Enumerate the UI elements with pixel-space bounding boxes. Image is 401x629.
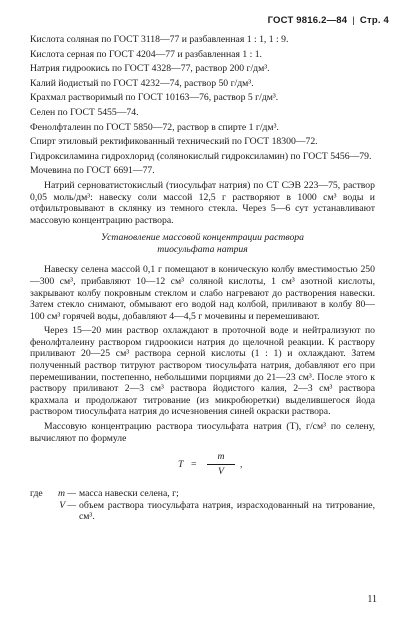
formula-lhs: T — [178, 459, 184, 471]
formula-definitions — [30, 488, 375, 523]
section-title-line: Установление массовой концентрации раствора — [101, 232, 304, 244]
formula-numerator: m — [217, 451, 225, 463]
formula-comma: , — [240, 459, 243, 471]
body-paragraph: Через 15—20 мин раствор охлаждают в проточной воде и нейтрализуют по фенолфталеину раствором гидроокиси натрия до щелочной реакции. К раствору приливают 20—25 см³ раствора серной кислоты (1 : 1) и охлаждают. Затем полученный раствор титруют раствором тиосульфата натрия, добавляют его при перемешивании, постепенно, небольшими порциями до 21—23 см³. После этого к раствору приливают 2—3 см³ раствора йодистого калия, 2—3 см³ раствора крахмала и продолжают титрование (из микробюретки) выделившегося йода раствором тиосульфата натрия до исчезновения синей окраски раствора. — [30, 325, 375, 418]
section-title — [30, 232, 375, 256]
reagent-line: Фенолфталеин по ГОСТ 5850—72, раствор в спирте 1 г/дм³. — [30, 121, 279, 133]
definition-text: масса навески селена, г; — [79, 488, 179, 500]
reagent-line: Натрия гидроокись по ГОСТ 4328—77, раствор 200 г/дм³. — [30, 63, 270, 75]
reagent-line: Гидроксиламина гидрохлорид (солянокислый гидроксиламин) по ГОСТ 5456—79. — [30, 150, 372, 162]
formula-equals: = — [191, 459, 197, 471]
page-label: Стр. 4 — [359, 15, 389, 26]
main-text — [30, 34, 375, 523]
reagent-line: Натрий серноватистокислый (тиосульфат натрия) по СТ СЭВ 223—75, раствор 0,05 моль/дм³: навеску соли массой 12,5 г растворяют в 1000 см³ воды и отфильтровывают в склянку из темного стекла. Через 5—6 сут устанавливают массовую концентрацию раствора. — [30, 179, 375, 226]
definition-row — [30, 488, 375, 500]
section-title-line: тиосульфата натрия — [157, 244, 248, 256]
definition-row — [30, 500, 375, 523]
concentration-formula — [30, 448, 375, 482]
formula-denominator: V — [218, 465, 224, 477]
definition-symbol: V — — [59, 499, 76, 511]
formula-fraction — [207, 451, 235, 477]
reagent-line: Калий йодистый по ГОСТ 4232—74, раствор 50 г/дм³. — [30, 77, 254, 89]
reagent-line: Кислота соляная по ГОСТ 3118—77 и разбавленная 1 : 1, 1 : 9. — [30, 34, 289, 45]
reagent-line: Кислота серная по ГОСТ 4204—77 и разбавленная 1 : 1. — [30, 48, 262, 60]
body-paragraph: Массовую концентрацию раствора тиосульфата натрия (T), г/см³ по селену, вычисляют по формуле — [30, 421, 375, 444]
page-header — [268, 15, 389, 26]
reagent-line: Спирт этиловый ректификованный технический по ГОСТ 18300—72. — [30, 136, 318, 148]
standard-number: ГОСТ 9816.2—84 — [267, 15, 348, 26]
fraction-bar — [207, 464, 235, 465]
reagent-line: Селен по ГОСТ 5455—74. — [30, 106, 139, 118]
body-paragraph: Навеску селена массой 0,1 г помещают в коническую колбу вместимостью 250—300 см³, прибавляют 10—12 см³ соляной кислоты, 1 см³ азотной кислоты, закрывают колбу покровным стеклом и слабо нагревают до растворения навески. Затем стекло снимают, обмывают его водой над колбой, приливают в колбу 80—100 см³ горячей воды, добавляют 4—4,5 г мочевины и перемешивают. — [30, 264, 375, 322]
definition-text: объем раствора тиосульфата натрия, израсходованный на титрование, см³. — [79, 499, 375, 523]
reagent-line: Крахмал растворимый по ГОСТ 10163—76, раствор 5 г/дм³. — [30, 92, 279, 104]
where-prefix: где — [30, 488, 43, 500]
page-number: 11 — [367, 594, 377, 605]
header-separator: | — [352, 15, 355, 26]
reagent-line: Мочевина по ГОСТ 6691—77. — [30, 165, 155, 177]
definition-symbol: m — — [57, 488, 76, 500]
